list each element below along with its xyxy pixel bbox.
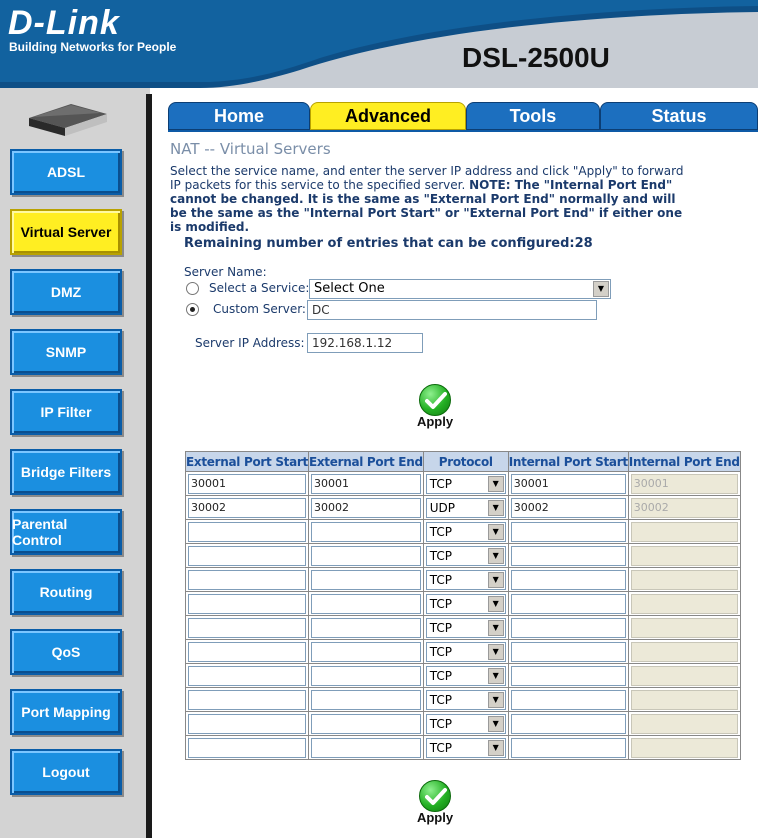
external-port-end-input[interactable]	[311, 522, 421, 542]
select-service-label: Select a Service:	[209, 281, 310, 295]
protocol-select[interactable]	[426, 498, 506, 518]
external-port-start-cell	[186, 496, 309, 520]
sidebar-item-snmp[interactable]: SNMP	[10, 329, 122, 375]
external-port-end-input[interactable]	[311, 618, 421, 638]
external-port-start-input[interactable]	[188, 738, 306, 758]
protocol-cell	[423, 520, 508, 544]
check-icon	[419, 384, 451, 416]
internal-port-end-cell	[628, 640, 740, 664]
protocol-select[interactable]	[426, 618, 506, 638]
internal-port-start-cell	[508, 664, 628, 688]
protocol-select[interactable]	[426, 522, 506, 542]
page-description	[170, 164, 690, 234]
external-port-start-cell	[186, 640, 309, 664]
sidebar-item-port-mapping[interactable]: Port Mapping	[10, 689, 122, 735]
custom-server-input[interactable]: DC	[307, 300, 597, 320]
protocol-cell	[423, 712, 508, 736]
protocol-cell	[423, 592, 508, 616]
col-internal-port-start: Internal Port Start	[508, 452, 628, 472]
protocol-value: TCP	[429, 716, 452, 731]
protocol-cell	[423, 616, 508, 640]
protocol-cell	[423, 688, 508, 712]
internal-port-end-input	[631, 546, 738, 566]
remaining-entries: Remaining number of entries that can be configured:28	[184, 236, 593, 251]
internal-port-start-input[interactable]	[511, 690, 626, 710]
external-port-end-cell	[308, 616, 423, 640]
sidebar-item-dmz[interactable]: DMZ	[10, 269, 122, 315]
protocol-cell	[423, 736, 508, 760]
table-row	[186, 688, 741, 712]
apply-label: Apply	[416, 414, 454, 429]
internal-port-start-input[interactable]	[511, 642, 626, 662]
sidebar-item-adsl[interactable]: ADSL	[10, 149, 122, 195]
check-icon	[419, 780, 451, 812]
protocol-select[interactable]	[426, 714, 506, 734]
table-row	[186, 664, 741, 688]
internal-port-start-input[interactable]	[511, 522, 626, 542]
external-port-start-input[interactable]: 30001	[188, 474, 306, 494]
chevron-down-icon: ▼	[488, 524, 504, 540]
apply-button-bottom[interactable]	[410, 780, 460, 828]
tab-advanced[interactable]: Advanced	[310, 102, 466, 130]
custom-server-radio[interactable]	[186, 303, 199, 316]
internal-port-start-input[interactable]	[511, 714, 626, 734]
protocol-value: TCP	[429, 620, 452, 635]
external-port-start-input[interactable]	[188, 642, 306, 662]
sidebar	[0, 88, 150, 838]
protocol-cell	[423, 496, 508, 520]
custom-server-label: Custom Server:	[213, 302, 306, 316]
description-text: Select the service name, and enter the server IP address and click "Apply" to forward IP packets for this service to the specified server.	[170, 164, 684, 192]
col-external-port-start: External Port Start	[186, 452, 309, 472]
internal-port-end-cell	[628, 520, 740, 544]
col-protocol: Protocol	[423, 452, 508, 472]
internal-port-start-input[interactable]: 30002	[511, 498, 626, 518]
table-row	[186, 472, 741, 496]
protocol-value: TCP	[429, 644, 452, 659]
sidebar-item-parental-control[interactable]: Parental Control	[10, 509, 122, 555]
internal-port-end-input	[631, 594, 738, 614]
sidebar-item-logout[interactable]: Logout	[10, 749, 122, 795]
table-row	[186, 544, 741, 568]
internal-port-end-input	[631, 522, 738, 542]
sidebar-item-ip-filter[interactable]: IP Filter	[10, 389, 122, 435]
apply-label: Apply	[416, 810, 454, 825]
protocol-select[interactable]	[426, 546, 506, 566]
external-port-end-cell	[308, 664, 423, 688]
top-tabs	[168, 102, 758, 130]
internal-port-end-cell	[628, 544, 740, 568]
server-ip-input[interactable]: 192.168.1.12	[307, 333, 423, 353]
protocol-value: TCP	[429, 740, 452, 755]
chevron-down-icon: ▼	[488, 572, 504, 588]
protocol-cell	[423, 664, 508, 688]
protocol-value: TCP	[429, 524, 452, 539]
external-port-end-input[interactable]: 30001	[311, 474, 421, 494]
internal-port-start-cell	[508, 520, 628, 544]
internal-port-end-input	[631, 738, 738, 758]
internal-port-end-cell	[628, 472, 740, 496]
external-port-end-cell	[308, 688, 423, 712]
internal-port-end-cell	[628, 592, 740, 616]
external-port-end-input[interactable]	[311, 546, 421, 566]
tab-home[interactable]: Home	[168, 102, 310, 130]
protocol-cell	[423, 640, 508, 664]
chevron-down-icon: ▼	[593, 281, 609, 297]
table-row	[186, 520, 741, 544]
protocol-select[interactable]	[426, 690, 506, 710]
internal-port-start-cell	[508, 616, 628, 640]
external-port-end-cell	[308, 640, 423, 664]
external-port-start-input[interactable]	[188, 522, 306, 542]
chevron-down-icon: ▼	[488, 644, 504, 660]
tab-status[interactable]: Status	[600, 102, 758, 130]
external-port-start-input[interactable]: 30002	[188, 498, 306, 518]
table-row	[186, 568, 741, 592]
external-port-start-cell	[186, 520, 309, 544]
external-port-end-input[interactable]: 30002	[311, 498, 421, 518]
protocol-select[interactable]	[426, 642, 506, 662]
port-forwarding-table	[185, 451, 741, 760]
chevron-down-icon: ▼	[488, 620, 504, 636]
external-port-start-cell	[186, 592, 309, 616]
protocol-select[interactable]	[426, 474, 506, 494]
header	[0, 0, 758, 88]
external-port-start-input[interactable]	[188, 666, 306, 686]
internal-port-start-cell	[508, 592, 628, 616]
chevron-down-icon: ▼	[488, 476, 504, 492]
chevron-down-icon: ▼	[488, 596, 504, 612]
protocol-cell	[423, 472, 508, 496]
internal-port-start-input[interactable]	[511, 546, 626, 566]
protocol-value: TCP	[429, 596, 452, 611]
sidebar-item-routing[interactable]: Routing	[10, 569, 122, 615]
internal-port-start-cell	[508, 472, 628, 496]
external-port-end-cell	[308, 496, 423, 520]
internal-port-start-input[interactable]	[511, 618, 626, 638]
external-port-start-input[interactable]	[188, 714, 306, 734]
internal-port-start-cell	[508, 688, 628, 712]
internal-port-end-cell	[628, 712, 740, 736]
external-port-end-input[interactable]	[311, 690, 421, 710]
external-port-start-cell	[186, 688, 309, 712]
internal-port-start-cell	[508, 736, 628, 760]
apply-button-top[interactable]	[410, 384, 460, 432]
device-model: DSL-2500U	[462, 42, 610, 73]
col-internal-port-end: Internal Port End	[628, 452, 740, 472]
internal-port-start-cell	[508, 712, 628, 736]
external-port-start-cell	[186, 712, 309, 736]
external-port-start-input[interactable]	[188, 690, 306, 710]
table-row	[186, 640, 741, 664]
service-select[interactable]	[309, 279, 611, 299]
table-row	[186, 736, 741, 760]
chevron-down-icon: ▼	[488, 740, 504, 756]
internal-port-end-cell	[628, 736, 740, 760]
internal-port-end-cell	[628, 688, 740, 712]
table-body	[186, 472, 741, 760]
internal-port-start-input[interactable]	[511, 738, 626, 758]
external-port-end-cell	[308, 568, 423, 592]
external-port-start-input[interactable]	[188, 594, 306, 614]
external-port-end-cell	[308, 472, 423, 496]
external-port-start-cell	[186, 568, 309, 592]
internal-port-start-input[interactable]	[511, 570, 626, 590]
internal-port-end-input	[631, 666, 738, 686]
internal-port-end-input: 30001	[631, 474, 738, 494]
external-port-start-input[interactable]	[188, 618, 306, 638]
sidebar-item-virtual-server[interactable]: Virtual Server	[10, 209, 122, 255]
protocol-value: TCP	[429, 548, 452, 563]
internal-port-end-input	[631, 642, 738, 662]
internal-port-end-input	[631, 618, 738, 638]
external-port-start-cell	[186, 664, 309, 688]
protocol-cell	[423, 568, 508, 592]
table-header-row	[186, 452, 741, 472]
internal-port-start-cell	[508, 568, 628, 592]
router-image	[25, 98, 110, 140]
service-select-value: Select One	[314, 281, 385, 296]
internal-port-end-input	[631, 570, 738, 590]
external-port-end-input[interactable]	[311, 642, 421, 662]
chevron-down-icon: ▼	[488, 548, 504, 564]
protocol-value: TCP	[429, 572, 452, 587]
internal-port-start-cell	[508, 544, 628, 568]
external-port-start-input[interactable]	[188, 570, 306, 590]
protocol-value: TCP	[429, 668, 452, 683]
protocol-select[interactable]	[426, 570, 506, 590]
external-port-end-input[interactable]	[311, 594, 421, 614]
select-service-radio[interactable]	[186, 282, 199, 295]
internal-port-end-input	[631, 690, 738, 710]
description-note: NOTE: The "Internal Port End" cannot be changed. It is the same as "External Port End" normally and will be the same as the "Internal Port Start" or "External Port End" if either one is modified.	[170, 178, 683, 234]
col-external-port-end: External Port End	[308, 452, 423, 472]
internal-port-end-input: 30002	[631, 498, 738, 518]
sidebar-item-bridge-filters[interactable]: Bridge Filters	[10, 449, 122, 495]
chevron-down-icon: ▼	[488, 692, 504, 708]
server-name-label: Server Name:	[184, 265, 267, 279]
external-port-end-cell	[308, 736, 423, 760]
external-port-start-input[interactable]	[188, 546, 306, 566]
external-port-end-cell	[308, 712, 423, 736]
internal-port-end-cell	[628, 496, 740, 520]
table-row	[186, 496, 741, 520]
table-row	[186, 592, 741, 616]
protocol-select[interactable]	[426, 738, 506, 758]
table-row	[186, 712, 741, 736]
protocol-value: TCP	[429, 476, 452, 491]
protocol-value: UDP	[429, 500, 455, 515]
external-port-end-input[interactable]	[311, 714, 421, 734]
external-port-start-cell	[186, 472, 309, 496]
server-ip-label: Server IP Address:	[195, 336, 305, 350]
internal-port-end-cell	[628, 568, 740, 592]
logo-tagline: Building Networks for People	[9, 40, 177, 54]
external-port-end-input[interactable]	[311, 666, 421, 686]
internal-port-start-input[interactable]	[511, 594, 626, 614]
chevron-down-icon: ▼	[488, 500, 504, 516]
internal-port-end-input	[631, 714, 738, 734]
external-port-end-cell	[308, 592, 423, 616]
external-port-start-cell	[186, 736, 309, 760]
dlink-logo: D-Link	[8, 4, 120, 42]
table-row	[186, 616, 741, 640]
sidebar-divider	[146, 94, 152, 838]
internal-port-start-cell	[508, 496, 628, 520]
chevron-down-icon: ▼	[488, 668, 504, 684]
external-port-end-cell	[308, 544, 423, 568]
protocol-value: TCP	[429, 692, 452, 707]
internal-port-start-input[interactable]	[511, 666, 626, 686]
protocol-cell	[423, 544, 508, 568]
protocol-select[interactable]	[426, 594, 506, 614]
internal-port-end-cell	[628, 616, 740, 640]
protocol-select[interactable]	[426, 666, 506, 686]
external-port-end-input[interactable]	[311, 738, 421, 758]
external-port-start-cell	[186, 544, 309, 568]
chevron-down-icon: ▼	[488, 716, 504, 732]
page-title: NAT -- Virtual Servers	[170, 140, 331, 158]
tab-tools[interactable]: Tools	[466, 102, 600, 130]
internal-port-start-cell	[508, 640, 628, 664]
internal-port-end-cell	[628, 664, 740, 688]
internal-port-start-input[interactable]: 30001	[511, 474, 626, 494]
external-port-end-input[interactable]	[311, 570, 421, 590]
external-port-end-cell	[308, 520, 423, 544]
external-port-start-cell	[186, 616, 309, 640]
sidebar-item-qos[interactable]: QoS	[10, 629, 122, 675]
